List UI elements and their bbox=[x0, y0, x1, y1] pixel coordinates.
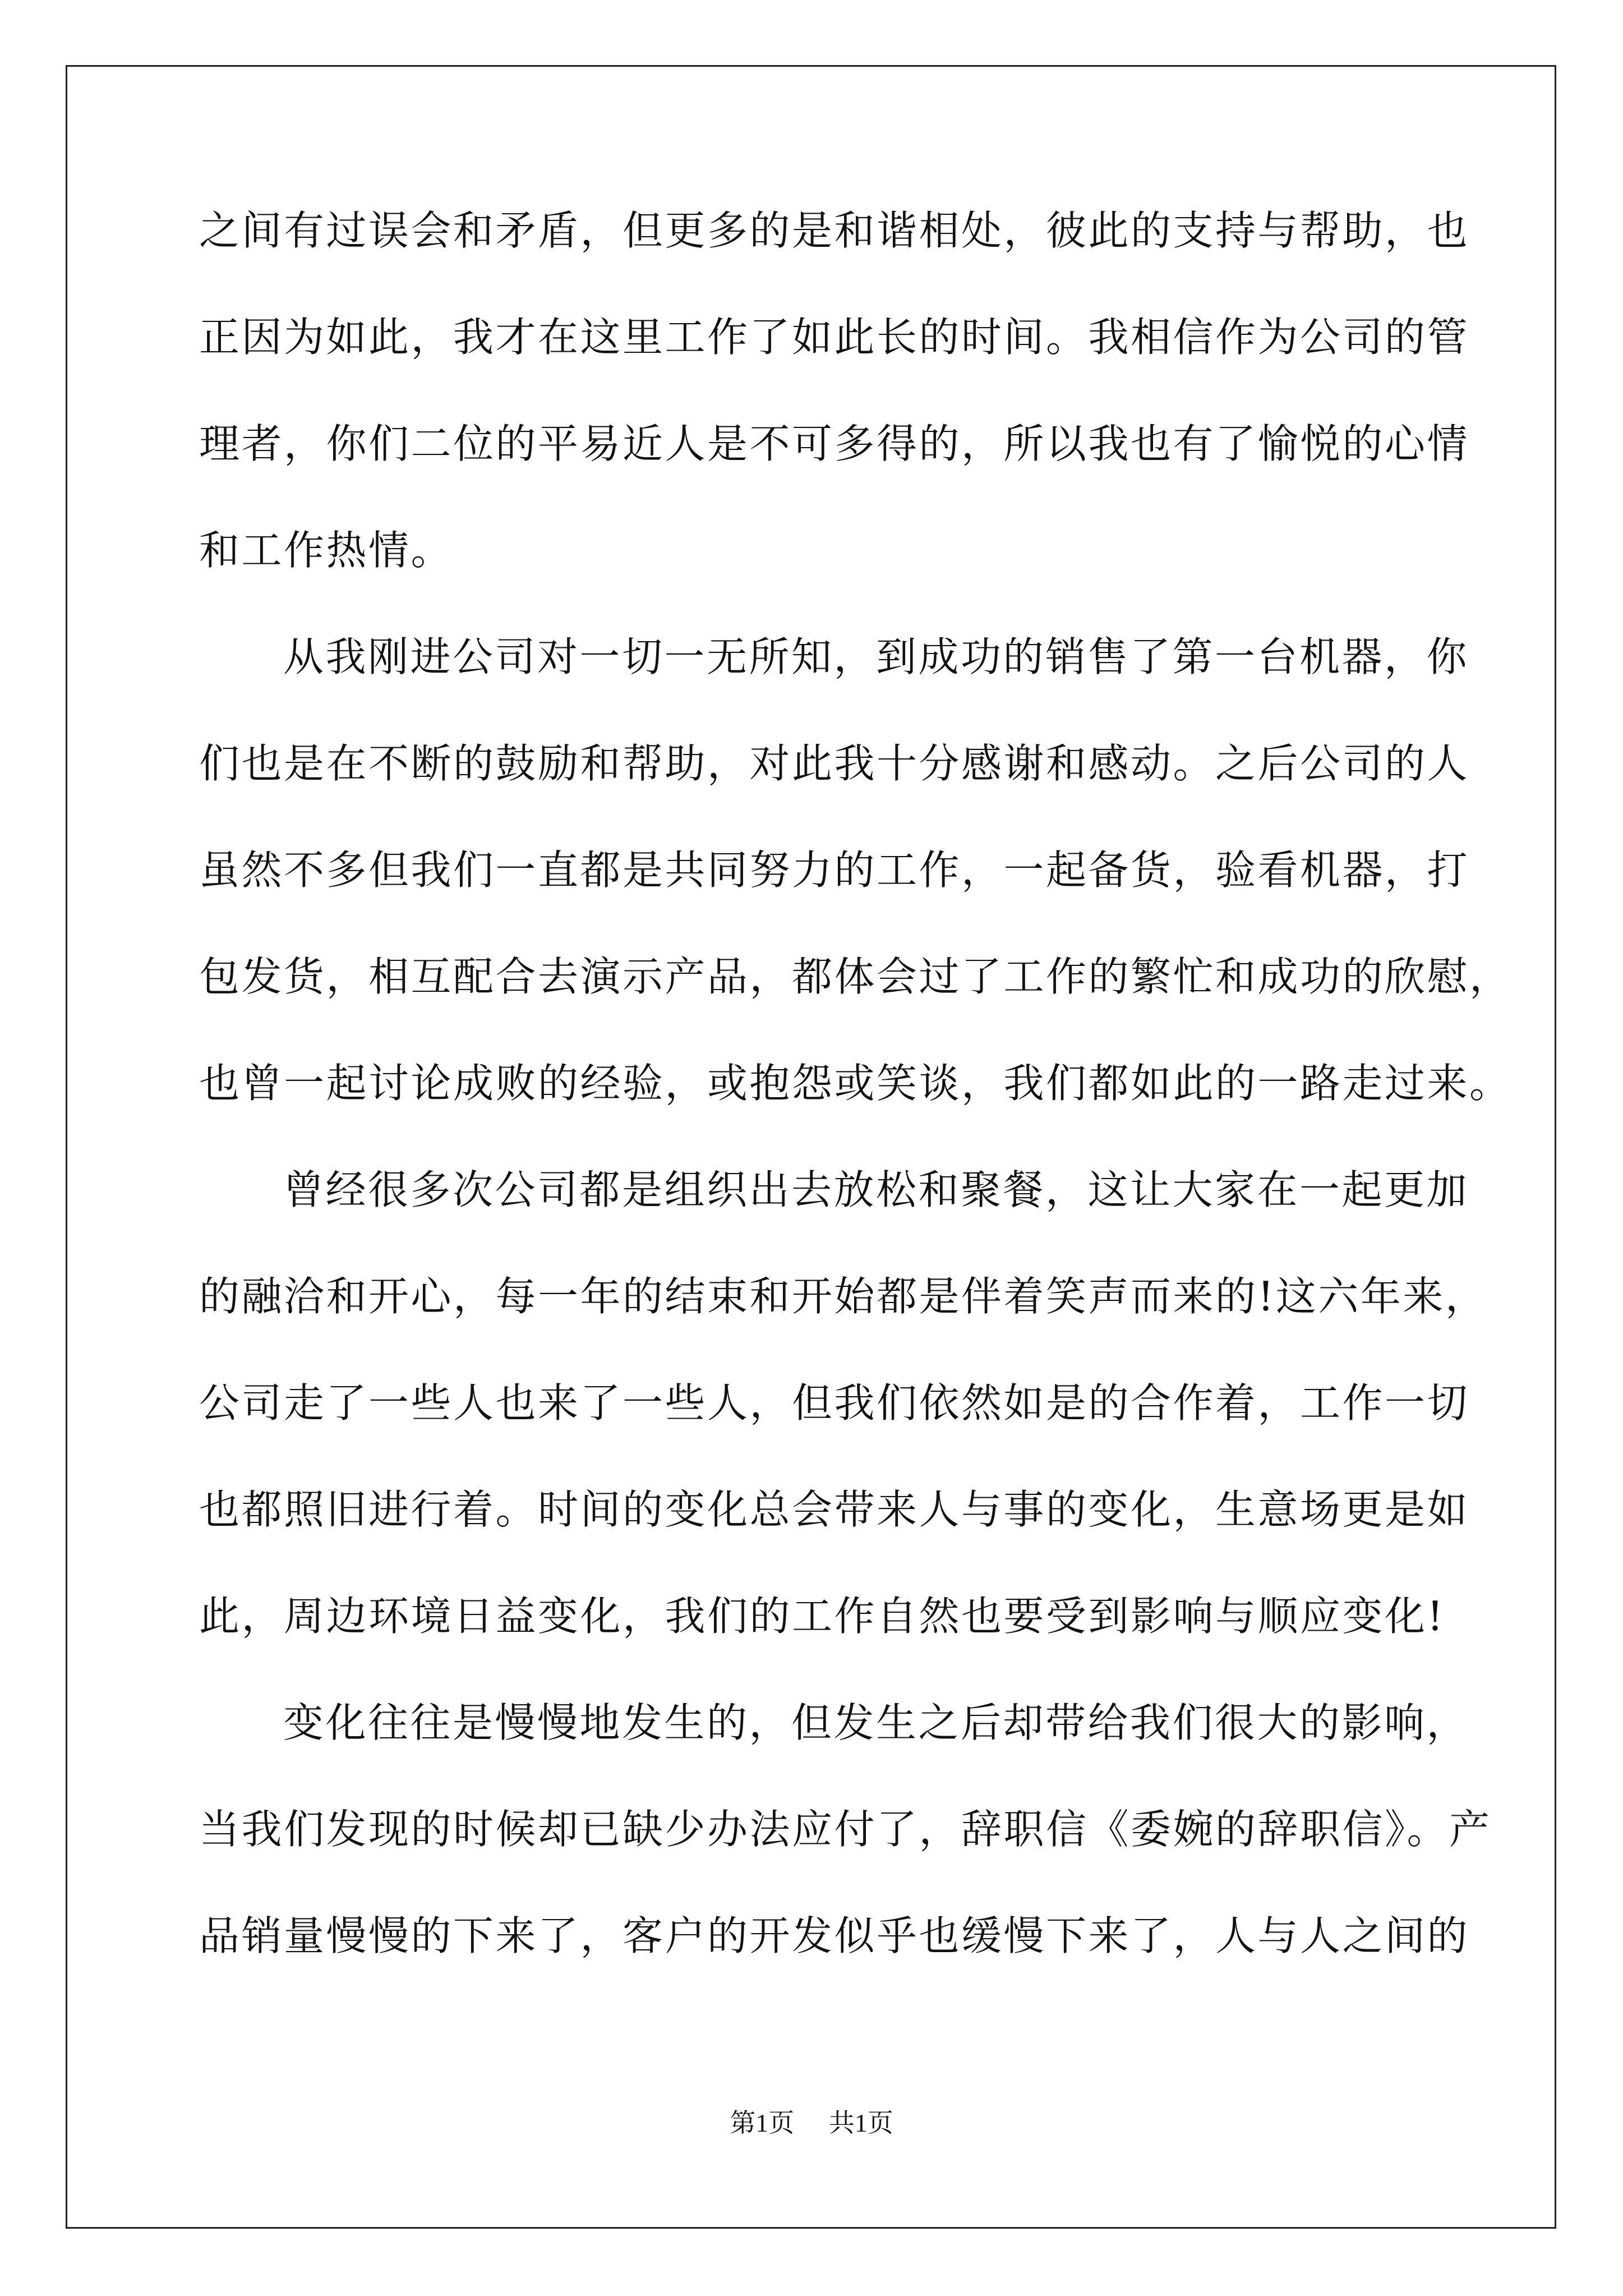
page-total: 共1页 bbox=[828, 2109, 893, 2137]
text-line: 理者，你们二位的平易近人是不可多得的，所以我也有了愉悦的心情 bbox=[199, 420, 1470, 467]
page-footer bbox=[0, 2110, 1623, 2136]
page-border bbox=[66, 65, 1556, 2229]
text-line: 虽然不多但我们一直都是共同努力的工作，一起备货，验看机器，打 bbox=[199, 846, 1470, 894]
text-line: 当我们发现的时候却已缺少办法应付了，辞职信《委婉的辞职信》。产 bbox=[199, 1806, 1492, 1853]
text-line: 从我刚进公司对一切一无所知，到成功的销售了第一台机器，你 bbox=[283, 633, 1469, 680]
text-line: 曾经很多次公司都是组织出去放松和聚餐，这让大家在一起更加 bbox=[283, 1166, 1469, 1213]
text-line: 之间有过误会和矛盾，但更多的是和谐相处，彼此的支持与帮助，也 bbox=[199, 207, 1470, 254]
text-line: 此，周边环境日益变化，我们的工作自然也要受到影响与顺应变化! bbox=[199, 1593, 1445, 1640]
text-line: 品销量慢慢的下来了，客户的开发似乎也缓慢下来了，人与人之间的 bbox=[199, 1912, 1470, 1959]
text-line: 公司走了一些人也来了一些人，但我们依然如是的合作着，工作一切 bbox=[199, 1379, 1470, 1427]
page-number: 第1页 bbox=[730, 2109, 795, 2137]
text-line: 和工作热情。 bbox=[199, 527, 454, 574]
text-line: 变化往往是慢慢地发生的，但发生之后却带给我们很大的影响， bbox=[283, 1699, 1469, 1746]
text-line: 正因为如此，我才在这里工作了如此长的时间。我相信作为公司的管 bbox=[199, 314, 1470, 361]
text-line: 的融洽和开心，每一年的结束和开始都是伴着笑声而来的!这六年来， bbox=[199, 1273, 1488, 1320]
text-line: 也曾一起讨论成败的经验，或抱怨或笑谈，我们都如此的一路走过来。 bbox=[199, 1060, 1512, 1107]
text-line: 也都照旧进行着。时间的变化总会带来人与事的变化，生意场更是如 bbox=[199, 1486, 1470, 1533]
text-line: 包发货，相互配合去演示产品，都体会过了工作的繁忙和成功的欣慰， bbox=[199, 953, 1512, 1000]
text-line: 们也是在不断的鼓励和帮助，对此我十分感谢和感动。之后公司的人 bbox=[199, 740, 1470, 787]
